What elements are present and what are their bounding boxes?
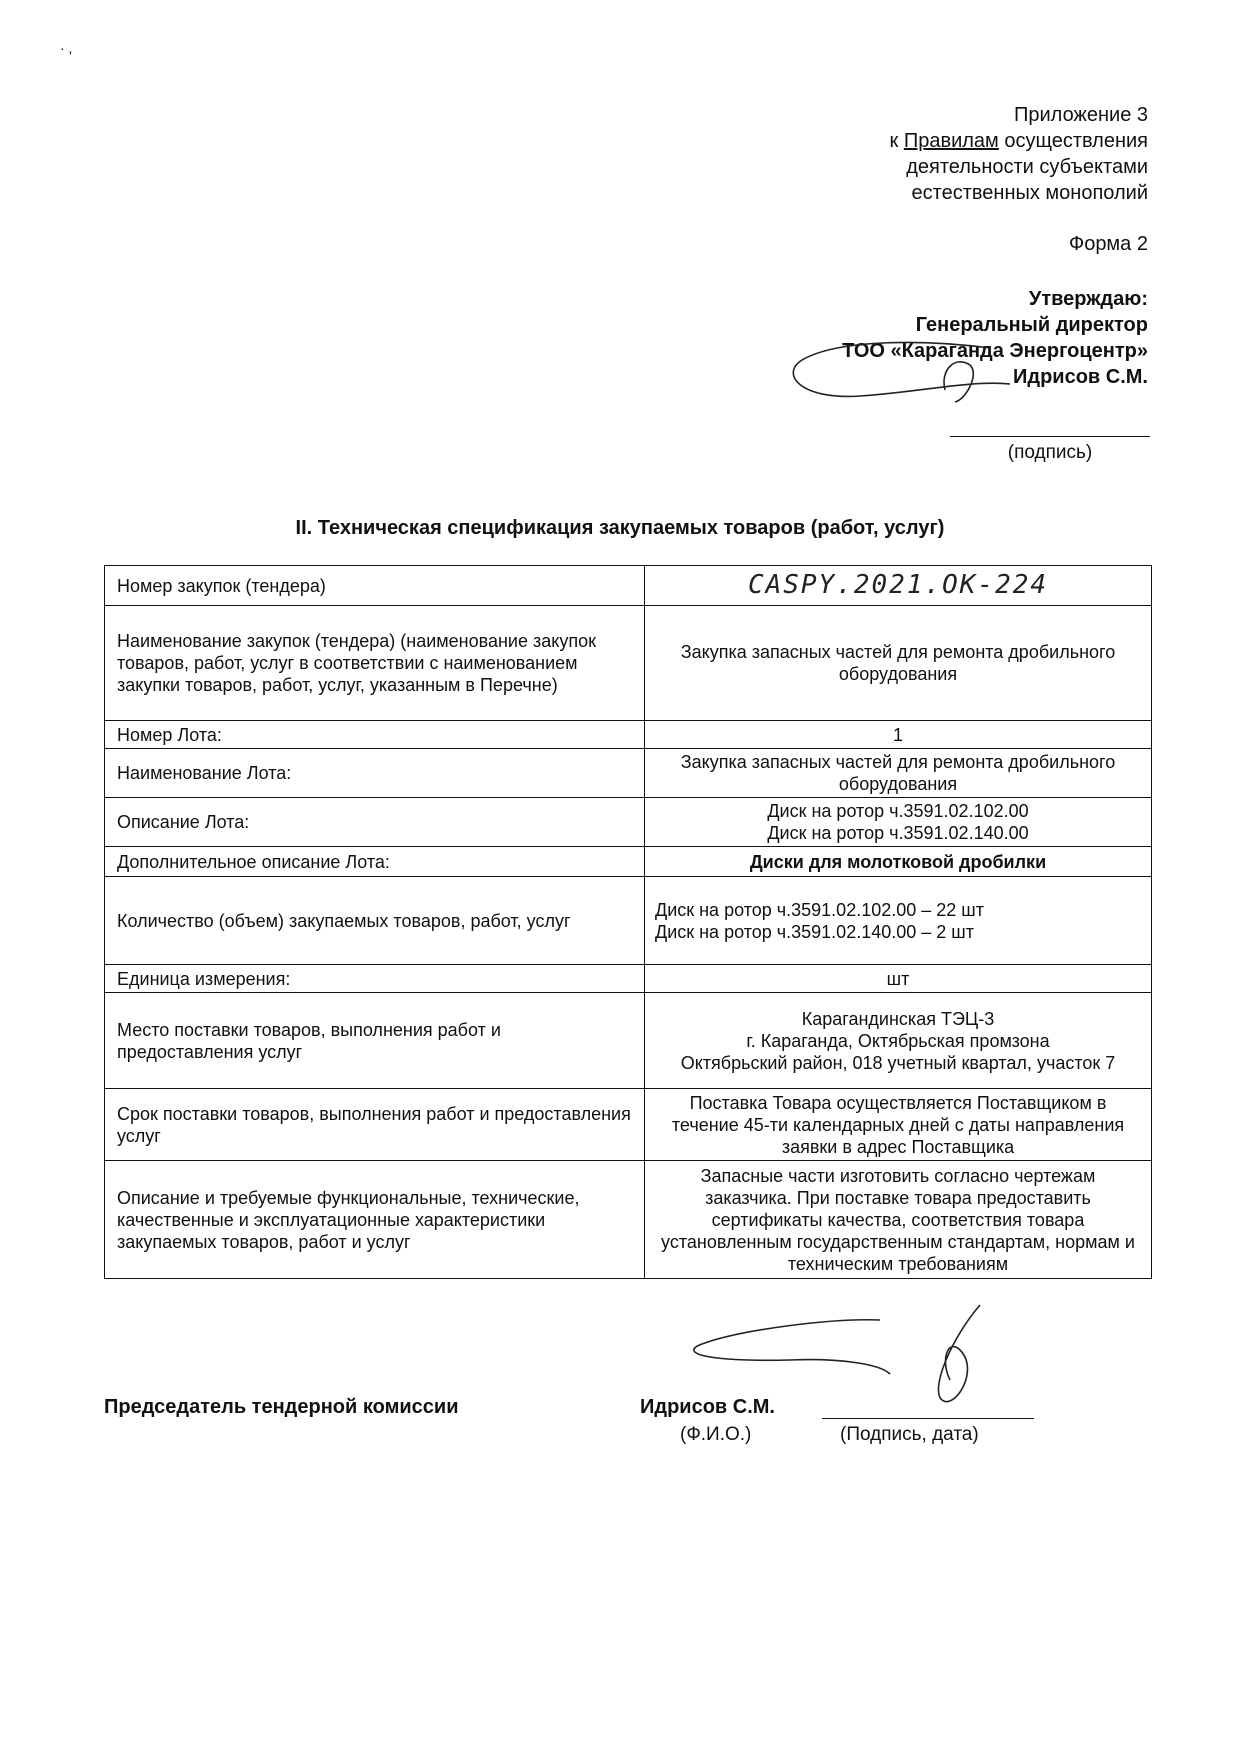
appendix-line-3: деятельности субъектами: [906, 156, 1148, 178]
row-value: Закупка запасных частей для ремонта дробильного оборудования: [645, 749, 1152, 798]
row-label: Единица измерения:: [105, 965, 645, 993]
row-label: Номер закупок (тендера): [105, 566, 645, 606]
row-value: Поставка Товара осуществляется Поставщиком в течение 45-ти календарных дней с даты направления заявки в адрес Поставщика: [645, 1089, 1152, 1161]
row-label: Количество (объем) закупаемых товаров, работ, услуг: [105, 877, 645, 965]
row-value: шт: [645, 965, 1152, 993]
chair-signature: [680, 1300, 1000, 1410]
approval-line-2: Генеральный директор: [915, 314, 1148, 336]
row-label: Наименование закупок (тендера) (наименование закупок товаров, работ, услуг в соответствии с наименованием закупки товаров, работ, услуг, указанным в Перечне): [105, 606, 645, 721]
approval-signature-line: [950, 436, 1150, 437]
table-row: [105, 798, 1152, 847]
form-label: Форма 2: [1068, 233, 1148, 255]
row-value: Диск на ротор ч.3591.02.102.00 – 22 шт Диск на ротор ч.3591.02.140.00 – 2 шт: [645, 877, 1152, 965]
table-row: [105, 1089, 1152, 1161]
row-label: Срок поставки товаров, выполнения работ и предоставления услуг: [105, 1089, 645, 1161]
appendix-line-2: к Правилам осуществления: [889, 130, 1148, 152]
row-label: Описание и требуемые функциональные, технические, качественные и эксплуатационные характеристики закупаемых товаров, работ и услуг: [105, 1161, 645, 1279]
table-row: [105, 566, 1152, 606]
row-value: Диски для молотковой дробилки: [645, 847, 1152, 877]
chair-signature-line: [822, 1418, 1034, 1419]
director-signature: [780, 330, 1040, 410]
sign-date-caption: (Подпись, дата): [840, 1424, 979, 1445]
row-label: Номер Лота:: [105, 721, 645, 749]
page-title: II. Техническая спецификация закупаемых товаров (работ, услуг): [295, 517, 945, 539]
row-label: Наименование Лота:: [105, 749, 645, 798]
row-value: Запасные части изготовить согласно чертежам заказчика. При поставке товара предоставить сертификаты качества, соответствия товара установленным государственным стандартам, нормам и техническим требованиям: [645, 1161, 1152, 1279]
tender-number-handwritten: CASPY.2021.OK-224: [747, 569, 1049, 600]
approval-line-3: ТОО «Караганда Энергоцентр»: [842, 340, 1148, 362]
appendix-line-4: естественных монополий: [911, 182, 1148, 204]
row-label: Место поставки товаров, выполнения работ и предоставления услуг: [105, 993, 645, 1089]
table-row: [105, 1161, 1152, 1279]
approval-signature-caption: (подпись): [1007, 442, 1093, 463]
specification-table: [104, 565, 1152, 1279]
fio-caption: (Ф.И.О.): [680, 1424, 752, 1445]
table-row: [105, 877, 1152, 965]
appendix-line-1: Приложение 3: [1014, 104, 1148, 126]
table-row: [105, 993, 1152, 1089]
row-label: Описание Лота:: [105, 798, 645, 847]
approval-line-1: Утверждаю:: [1028, 288, 1148, 310]
row-value: Закупка запасных частей для ремонта дробильного оборудования: [645, 606, 1152, 721]
chair-name: Идрисов С.М.: [640, 1396, 775, 1418]
row-value: Диск на ротор ч.3591.02.102.00 Диск на ротор ч.3591.02.140.00: [645, 798, 1152, 847]
row-value: 1: [645, 721, 1152, 749]
table-row: [105, 965, 1152, 993]
row-value: [645, 566, 1152, 606]
row-value: Карагандинская ТЭЦ-3 г. Караганда, Октябрьская промзона Октябрьский район, 018 учетный квартал, участок 7: [645, 993, 1152, 1089]
approval-line-4: Идрисов С.М.: [1013, 366, 1148, 388]
table-row: [105, 749, 1152, 798]
chair-label: Председатель тендерной комиссии: [104, 1396, 459, 1418]
table-row: [105, 606, 1152, 721]
appendix-header: [890, 102, 1148, 206]
table-row: [105, 721, 1152, 749]
rules-link[interactable]: Правилам: [903, 130, 999, 152]
row-label: Дополнительное описание Лота:: [105, 847, 645, 877]
table-row: [105, 847, 1152, 877]
scan-specks: · ,: [60, 40, 73, 56]
